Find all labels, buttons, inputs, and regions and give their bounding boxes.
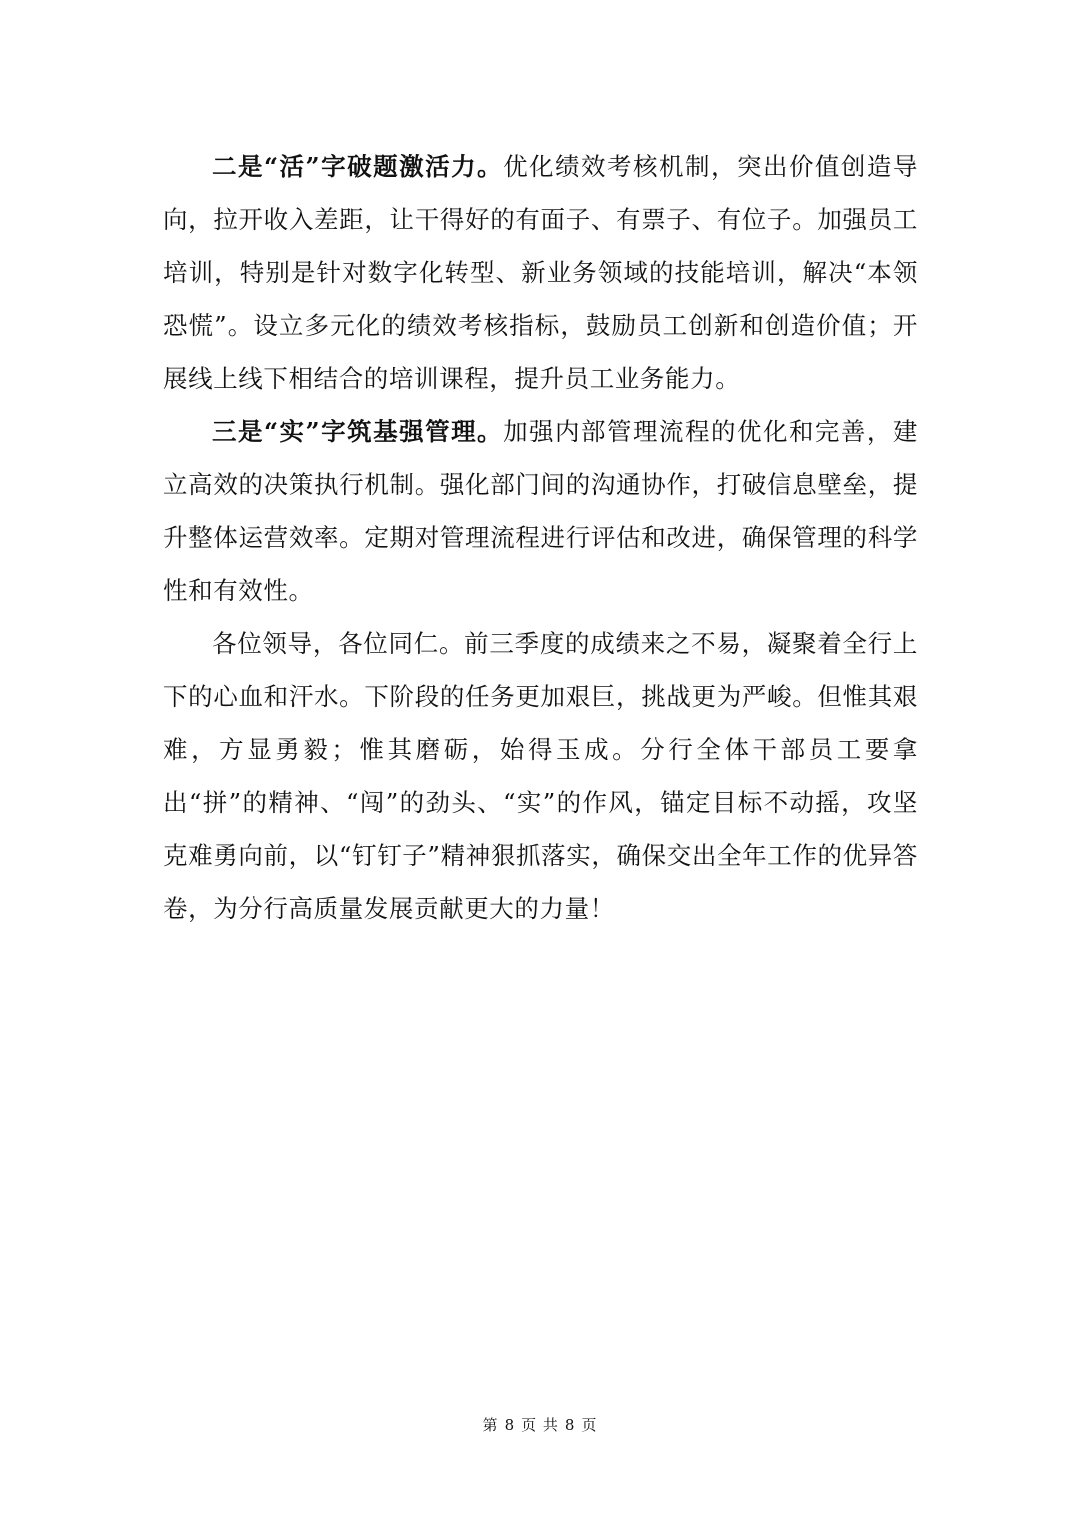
paragraph-text: 优化绩效考核机制，突出价值创造导向，拉开收入差距，让干得好的有面子、有票子、有位子。加强员工培训，特别是针对数字化转型、新业务领域的技能培训，解决“本领恐慌”。设立多元化的绩效考核指标，鼓励员工创新和创造价值；开展线上线下相结合的培训课程，提升员工业务能力。: [163, 152, 918, 393]
footer-prefix: 第: [482, 1416, 499, 1434]
footer-mid: 页 共: [521, 1416, 559, 1434]
paragraph-closing: [163, 617, 918, 935]
paragraph-text: 各位领导，各位同仁。前三季度的成绩来之不易，凝聚着全行上下的心血和汗水。下阶段的任务更加艰巨，挑战更为严峻。但惟其艰难，方显勇毅；惟其磨砺，始得玉成。分行全体干部员工要拿出“拼”的精神、“闯”的劲头、“实”的作风，锚定目标不动摇，攻坚克难勇向前，以“钉钉子”精神狠抓落实，确保交出全年工作的优异答卷，为分行高质量发展贡献更大的力量！: [163, 629, 918, 923]
paragraph-lead: 二是“活”字破题激活力。: [212, 152, 504, 181]
footer-page-number: 8: [504, 1416, 516, 1434]
paragraph-huo: [163, 140, 918, 405]
paragraph-text: 加强内部管理流程的优化和完善，建立高效的决策执行机制。强化部门间的沟通协作，打破信息壁垒，提升整体运营效率。定期对管理流程进行评估和改进，确保管理的科学性和有效性。: [163, 417, 918, 605]
footer-total-pages: 8: [564, 1416, 576, 1434]
page-footer: [0, 1414, 1080, 1435]
paragraph-lead: 三是“实”字筑基强管理。: [212, 417, 504, 446]
footer-suffix: 页: [581, 1416, 598, 1434]
document-body: [163, 140, 918, 935]
paragraph-shi: [163, 405, 918, 617]
